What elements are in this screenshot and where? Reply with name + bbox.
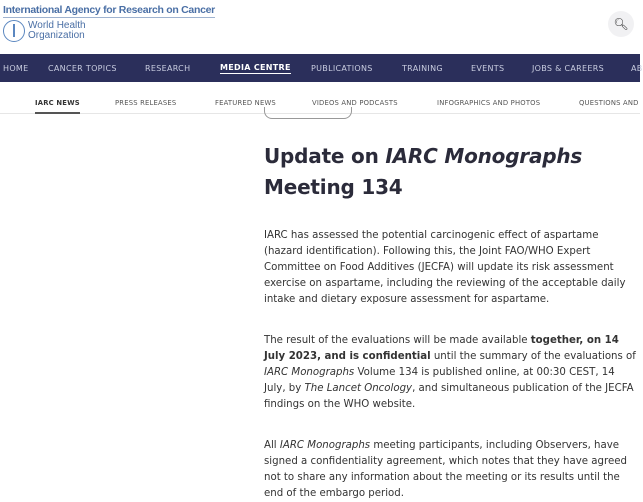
main-nav <box>0 54 643 82</box>
nav-media-centre[interactable]: MEDIA CENTRE <box>220 62 291 72</box>
who-logo[interactable] <box>3 20 86 42</box>
nav-publications[interactable]: PUBLICATIONS <box>311 63 373 73</box>
search-button[interactable] <box>608 11 634 37</box>
nav-events[interactable]: EVENTS <box>471 63 505 73</box>
tab-videos-podcasts[interactable]: VIDEOS AND PODCASTS <box>312 99 398 107</box>
who-line1: World Health <box>28 20 86 31</box>
who-line2: Organization <box>28 30 85 41</box>
paragraph-2: The result of the evaluations will be made available together, on 14 July 2023, and is confidential until the summary of the evaluations of IARC Monographs Volume 134 is published online, at 00:30 CEST, 14 July, by The Lancet Oncology, and simultaneous publication of the JECFA findings on the WHO website. <box>264 335 636 410</box>
paragraph-1: IARC has assessed the potential carcinogenic effect of aspartame (hazard identification). Following this, the Joint FAO/WHO Expert Committee on Food Additives (JECFA) will update its risk assessment exercise on aspartame, including the reviewing of the acceptable daily intake and dietary exposure assessment for aspartame. <box>264 230 626 305</box>
who-emblem-icon <box>3 20 25 42</box>
nav-about[interactable]: AB <box>631 63 643 73</box>
page-title: Update on IARC Monographs Meeting 134 <box>264 144 583 199</box>
tab-featured-news[interactable]: FEATURED NEWS <box>215 99 276 107</box>
paragraph-3: All IARC Monographs meeting participants, including Observers, have signed a confidentiality agreement, which notes that they have agreed not to share any information about the meeting or its results until the end of the embargo period. <box>264 440 627 499</box>
tab-infographics-photos[interactable]: INFOGRAPHICS AND PHOTOS <box>437 99 541 107</box>
nav-home[interactable]: HOME <box>3 63 29 73</box>
iarc-logo-text[interactable]: International Agency for Research on Cancer <box>3 4 215 16</box>
nav-training[interactable]: TRAINING <box>402 63 443 73</box>
header <box>0 0 640 54</box>
article <box>264 141 636 502</box>
tab-iarc-news[interactable]: IARC NEWS <box>35 99 80 114</box>
search-icon: 🔍︎ <box>613 17 629 31</box>
tab-press-releases[interactable]: PRESS RELEASES <box>115 99 177 107</box>
tab-questions-answers[interactable]: QUESTIONS AND <box>579 99 639 107</box>
nav-cancer-topics[interactable]: CANCER TOPICS <box>48 63 117 73</box>
nav-research[interactable]: RESEARCH <box>145 63 191 73</box>
back-button[interactable] <box>264 107 352 119</box>
nav-jobs-careers[interactable]: JOBS & CAREERS <box>532 63 604 73</box>
